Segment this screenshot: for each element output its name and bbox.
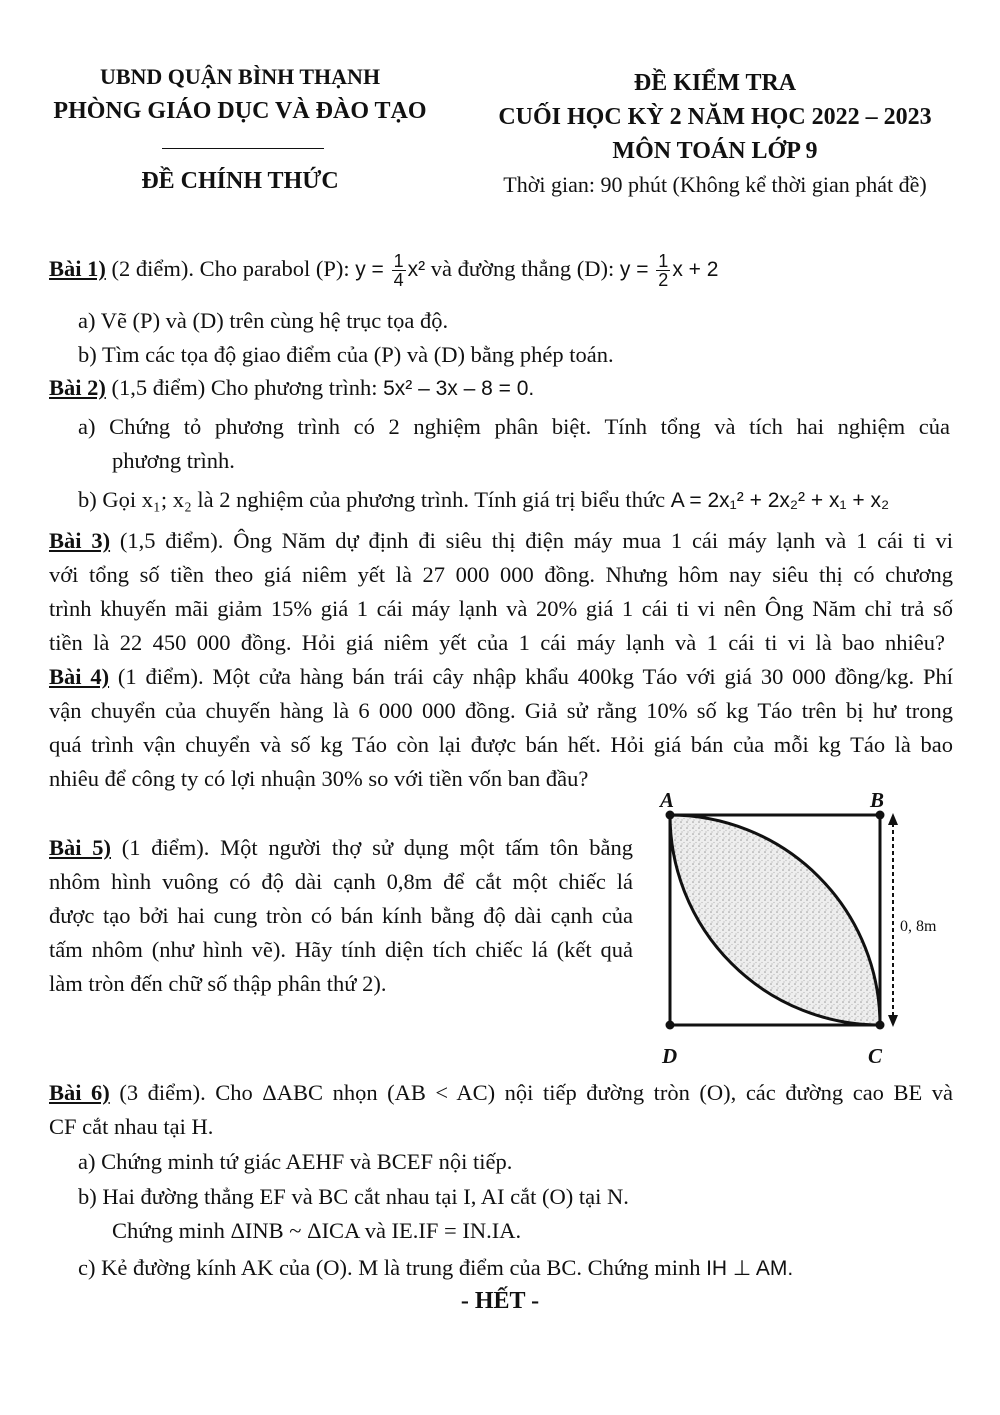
bai4-line1 xyxy=(49,662,953,692)
bai5-line1 xyxy=(49,833,633,863)
parabol-frac-den: 4 xyxy=(393,270,404,291)
leaf-shape xyxy=(670,815,880,1025)
bai1-intro: (2 điểm). Cho parabol (P): xyxy=(105,256,356,281)
bai6-line1 xyxy=(49,1078,953,1108)
bai6-part-b-line1: b) Hai đường thẳng EF và BC cắt nhau tại I, AI cắt (O) tại N. xyxy=(78,1184,629,1209)
bai2-statement xyxy=(49,373,534,404)
exam-term: CUỐI HỌC KỲ 2 NĂM HỌC 2022 – 2023 xyxy=(498,104,932,130)
bai6-part-c-text: c) Kẻ đường kính AK của (O). M là trung điểm của BC. Chứng minh xyxy=(78,1255,707,1280)
parabol-rhs: x² xyxy=(407,258,426,281)
bai1-label: Bài 1) xyxy=(49,256,106,281)
line-frac-num: 1 xyxy=(658,251,669,272)
bai4-line2: vận chuyển của chuyến hàng là 6 000 000 đồng. Giả sử rằng 10% số kg Táo trên bị hư trong xyxy=(49,698,953,723)
bai2-label: Bài 2) xyxy=(49,375,106,400)
dimension-arrow-top xyxy=(888,813,898,825)
line-lhs: y = xyxy=(619,258,655,281)
bai5-text1: (1 điểm). Một người thợ sử dụng một tấm tôn bằng xyxy=(111,835,633,860)
bai6-line2: CF cắt nhau tại H. xyxy=(49,1114,214,1139)
parabol-lhs: y = xyxy=(355,258,390,281)
bai1-mid: và đường thẳng (D): xyxy=(425,256,620,281)
side-length-label: 0, 8m xyxy=(900,918,937,935)
bai2-expression: A = 2x₁² + 2x₂² + x₁ + x₂ xyxy=(670,489,890,512)
header-divider xyxy=(162,148,324,149)
bai2-part-b xyxy=(78,485,889,516)
bai6-text1: (3 điểm). Cho ΔABC nhọn (AB < AC) nội tiếp đường tròn (O), các đường cao BE và xyxy=(109,1080,953,1105)
department-name: PHÒNG GIÁO DỤC VÀ ĐÀO TẠO xyxy=(53,98,427,124)
vertex-c-label: C xyxy=(868,1044,883,1068)
bai3-line3: trình khuyến mãi giảm 15% giá 1 cái máy lạnh và 20% giá 1 cái ti vi nên Ông Năm chỉ trả số xyxy=(49,596,953,621)
bai1-part-a: a) Vẽ (P) và (D) trên cùng hệ trục tọa độ. xyxy=(78,308,449,333)
line-frac-den: 2 xyxy=(658,270,669,291)
exam-duration: Thời gian: 90 phút (Không kể thời gian phát đề) xyxy=(503,172,927,197)
bai3-text1: (1,5 điểm). Ông Năm dự định đi siêu thị điện máy mua 1 cái máy lạnh và 1 cái ti vi xyxy=(110,528,953,553)
district-name: UBND QUẬN BÌNH THẠNH xyxy=(99,64,381,89)
bai1-part-b: b) Tìm các tọa độ giao điểm của (P) và (D) bằng phép toán. xyxy=(78,342,614,367)
bai2-part-a-line2: phương trình. xyxy=(112,448,235,473)
official-label: ĐỀ CHÍNH THỨC xyxy=(141,168,339,194)
bai2-part-a-line1: a) Chứng tỏ phương trình có 2 nghiệm phân biệt. Tính tổng và tích hai nghiệm của xyxy=(78,414,950,439)
end-marker: - HẾT - xyxy=(460,1288,540,1314)
bai5-line4: tấm nhôm (như hình vẽ). Hãy tính diện tích chiếc lá (kết quả xyxy=(49,937,633,962)
parabol-frac-num: 1 xyxy=(393,251,404,272)
bai4-label: Bài 4) xyxy=(49,664,110,689)
bai5-label: Bài 5) xyxy=(49,835,111,860)
bai3-line4: tiền là 22 450 000 đồng. Hỏi giá niêm yết của 1 cái máy lạnh và 1 cái ti vi là bao nhiêu? xyxy=(49,630,945,655)
bai6-part-b-line2: Chứng minh ΔINB ~ ΔICA và IE.IF = IN.IA. xyxy=(112,1218,522,1243)
bai6-part-c-expr: IH ⊥ AM. xyxy=(706,1257,794,1280)
bai5-line3: được tạo bởi hai cung tròn có bán kính bằng độ dài cạnh của xyxy=(49,903,633,928)
bai3-line1 xyxy=(49,526,953,556)
bai6-part-c xyxy=(78,1253,793,1284)
bai2-part-b-text: b) Gọi x₁; x₂ là 2 nghiệm của phương trình. Tính giá trị biểu thức xyxy=(78,487,671,512)
exam-subject: MÔN TOÁN LỚP 9 xyxy=(612,138,818,164)
bai4-line3: quá trình vận chuyển và số kg Táo còn lại được bán hết. Hỏi giá bán của mỗi kg Táo là bao xyxy=(49,732,953,757)
bai5-line5: làm tròn đến chữ số thập phân thứ 2). xyxy=(49,971,387,996)
bai2-intro: (1,5 điểm) Cho phương trình: xyxy=(105,375,384,400)
vertex-d-dot xyxy=(666,1021,675,1030)
line-rhs: x + 2 xyxy=(672,258,719,281)
bai3-line2: với tổng số tiền theo giá niêm yết là 27 000 000 đồng. Nhưng hôm nay siêu thị có chương xyxy=(49,562,953,587)
bai6-label: Bài 6) xyxy=(49,1080,110,1105)
vertex-a-label: A xyxy=(660,788,675,812)
exam-title: ĐỀ KIỂM TRA xyxy=(633,70,797,96)
parabol-fraction xyxy=(392,252,406,289)
bai5-line2: nhôm hình vuông có độ dài cạnh 0,8m để cắt một chiếc lá xyxy=(49,869,633,894)
bai2-equation: 5x² – 3x – 8 = 0. xyxy=(383,377,535,400)
bai4-text1: (1 điểm). Một cửa hàng bán trái cây nhập khẩu 400kg Táo với giá 30 000 đồng/kg. Phí xyxy=(109,664,953,689)
line-fraction xyxy=(656,252,670,289)
bai1-statement xyxy=(49,250,718,289)
dimension-arrow-bottom xyxy=(888,1015,898,1027)
bai3-label: Bài 3) xyxy=(49,528,111,553)
leaf-figure xyxy=(650,785,950,1070)
vertex-b-label: B xyxy=(870,788,885,812)
vertex-c-dot xyxy=(876,1021,885,1030)
bai6-part-a: a) Chứng minh tứ giác AEHF và BCEF nội tiếp. xyxy=(78,1149,513,1174)
bai4-line4: nhiêu để công ty có lợi nhuận 30% so với tiền vốn ban đầu? xyxy=(49,766,589,791)
vertex-d-label: D xyxy=(662,1044,678,1068)
